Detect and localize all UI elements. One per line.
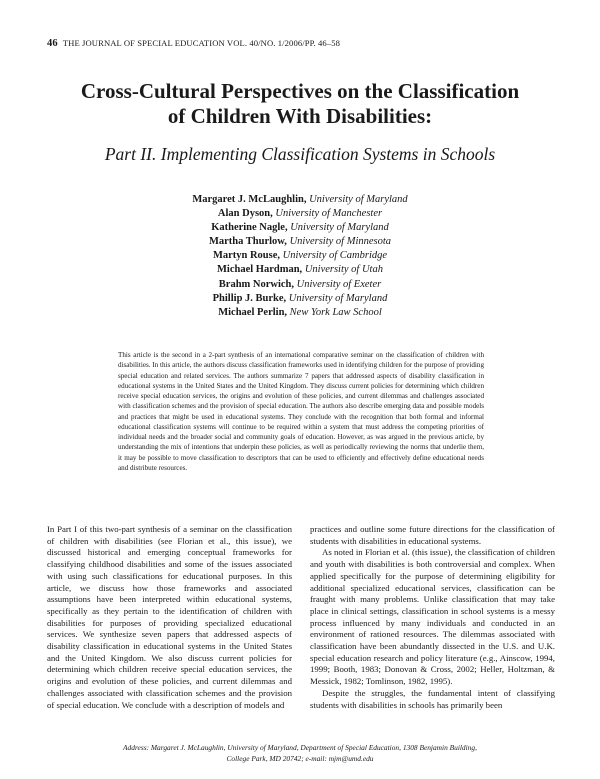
author-name: Michael Hardman, [217, 264, 303, 276]
body-column-left [47, 524, 292, 711]
abstract: This article is the second in a 2-part synthesis of an international comparative seminar on the classification of children with disabilities. In this article, the authors discuss classification frameworks used in identifying children for the purpose of providing special education and related services. The authors summarize 7 papers that addressed aspects of disability classification in educational systems in the United States and the United Kingdom. They discuss current policies for determining which children receive special education services, the origins and evolution of these policies, and current dilemmas and challenges associated with classification schemes and the provision of special education. The authors also describe emerging data and possible models and practices that might be used in educational systems. They conclude with the recognition that both formal and informal educational classification systems will continue to be required within a system that must address the competing priorities of individual needs and the broader social and community goals of education. However, as was argued in the previous article, by understanding the mix of intentions that underpin these policies, as well as periodically reviewing the norms that underlie them, it may be possible to move classification to descriptors that can be used to efficiently and effectively define educational needs and distribute resources. [118, 351, 484, 472]
author-entry [0, 249, 600, 263]
author-entry [0, 193, 600, 207]
body-column-right [310, 524, 555, 711]
author-entry [0, 263, 600, 277]
author-name: Michael Perlin, [218, 306, 288, 318]
page-number: 46 [47, 38, 58, 49]
author-entry [0, 292, 600, 306]
author-affiliation: New York Law School [289, 306, 382, 318]
author-affiliation: University of Cambridge [282, 250, 388, 262]
author-affiliation: University of Minnesota [289, 236, 392, 248]
author-list [0, 193, 600, 320]
body-paragraph: In Part I of this two-part synthesis of a seminar on the classification of children with disabilities (see Florian et al., this issue), we discussed historical and emerging conceptual frameworks for classifying childhood disabilities and some of the issues associated with using such classifications for educational purposes. In this article, we discuss how those frameworks and associated assumptions have been interpreted within educational systems, specifically as they pertain to the identification of children with disabilities for purposes of providing specialized educational services. We synthesize seven papers that addressed aspects of disability classification in educational systems in the United States and the United Kingdom. We also discuss current policies for determining which children receive special education services, the origins and evolution of these policies, and current dilemmas and challenges associated with classification schemes and the provision of special education. We conclude with a description of models and [47, 524, 292, 710]
correspondence-address [0, 742, 600, 764]
author-entry [0, 306, 600, 320]
author-entry [0, 235, 600, 249]
author-entry [0, 207, 600, 221]
author-name: Brahm Norwich, [218, 278, 295, 290]
author-name: Katherine Nagle, [211, 222, 288, 234]
author-name: Margaret J. McLaughlin, [192, 194, 307, 205]
author-name: Martha Thurlow, [208, 236, 287, 248]
author-entry [0, 278, 600, 292]
author-entry [0, 221, 600, 235]
author-affiliation: University of Maryland [290, 222, 389, 234]
author-affiliation: University of Utah [304, 264, 383, 276]
author-name: Alan Dyson, [217, 208, 273, 220]
address-line-1: Address: Margaret J. McLaughlin, University of Maryland, Department of Special Education, 1308 Benjamin Building, [123, 743, 477, 752]
title-line-1: Cross-Cultural Perspectives on the Classification [80, 79, 520, 103]
author-name: Martyn Rouse, [212, 250, 281, 262]
running-head [47, 38, 340, 49]
author-affiliation: University of Exeter [296, 278, 382, 290]
journal-info: THE JOURNAL OF SPECIAL EDUCATION VOL. 40/NO. 1/2006/PP. 46–58 [62, 38, 341, 48]
author-affiliation: University of Maryland [309, 194, 408, 205]
body-paragraph: Despite the struggles, the fundamental intent of classifying students with disabilities in schools has primarily been [310, 687, 555, 710]
article-title [0, 79, 600, 129]
article-subtitle: Part II. Implementing Classification Systems in Schools [104, 144, 496, 164]
author-affiliation: University of Maryland [288, 292, 388, 304]
body-paragraph: practices and outline some future directions for the classification of students with disabilities in educational systems. [310, 524, 555, 546]
author-name: Phillip J. Burke, [212, 292, 287, 304]
author-affiliation: University of Manchester [275, 208, 383, 220]
address-line-2: College Park, MD 20742; e-mail: mjm@umd.edu [226, 754, 374, 763]
body-paragraph: As noted in Florian et al. (this issue), the classification of children and youth with disabilities is both controversial and complex. When applied specifically for the purpose of determining eligibility for additional specialized educational services, classification can be fraught with many problems. Unlike classification that may take place in clinical settings, classification in school systems is a messy process influenced by many individuals and conducted in an environment of rationed resources. The dilemmas associated with classification have been abundantly dissected in the U.S. and U.K. special education research and policy literature (e.g., Ainscow, 1994, 1999; Booth, 1983; Donovan & Cross, 2002; Heller, Holtzman, & Messick, 1982; Tomlinson, 1982, 1995). [310, 547, 555, 687]
title-line-2: of Children With Disabilities: [167, 104, 433, 128]
